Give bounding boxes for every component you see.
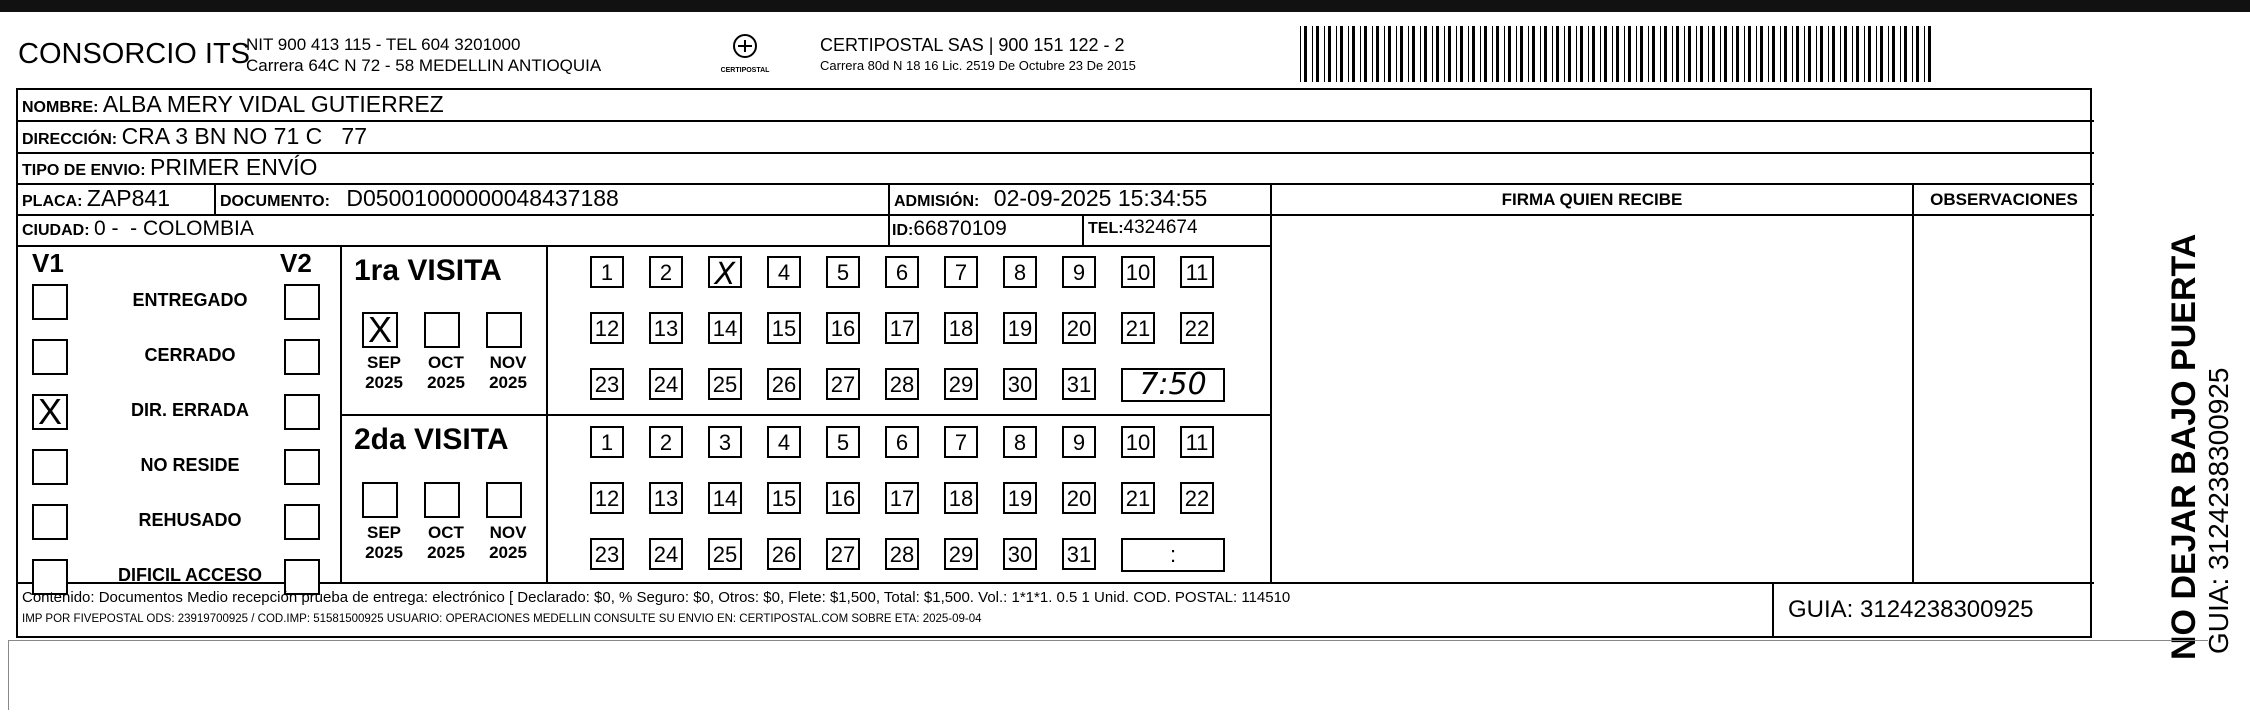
year-label: 2025: [365, 543, 403, 562]
day-box[interactable]: 9: [1062, 426, 1096, 458]
status-label: DIR. ERRADA: [130, 400, 249, 420]
row-divider: [18, 120, 2094, 122]
col-divider: [1912, 183, 1914, 582]
v1-checkbox[interactable]: [32, 504, 68, 540]
day-box[interactable]: 27: [826, 538, 860, 570]
day-box[interactable]: 18: [944, 482, 978, 514]
day-box[interactable]: 24: [649, 538, 683, 570]
month-label: OCT: [428, 523, 464, 542]
barcode-bar: [1684, 26, 1685, 82]
day-box[interactable]: 21: [1121, 482, 1155, 514]
company-contact: [246, 34, 601, 76]
left-edge: [8, 640, 9, 710]
barcode-bar: [1912, 26, 1913, 82]
col-divider: [340, 245, 342, 582]
plate-label: PLACA:: [22, 193, 83, 210]
month-checkbox[interactable]: [486, 312, 522, 348]
side-warning: NO DEJAR BAJO PUERTA: [2165, 233, 2203, 660]
barcode-bar: [1580, 26, 1583, 82]
barcode-bar: [1396, 26, 1397, 82]
top-border-bar: [0, 0, 2250, 12]
barcode-bar: [1652, 26, 1655, 82]
day-box[interactable]: 29: [944, 538, 978, 570]
month-label: SEP: [366, 523, 402, 542]
barcode-bar: [1408, 26, 1409, 82]
day-box[interactable]: 20: [1062, 482, 1096, 514]
day-box[interactable]: 5: [826, 426, 860, 458]
day-box[interactable]: 7: [944, 426, 978, 458]
status-label: NO RESIDE: [140, 455, 240, 475]
name-field: [22, 91, 444, 118]
v2-checkbox[interactable]: [284, 339, 320, 375]
day-box[interactable]: 13: [649, 312, 683, 344]
barcode-bar: [1448, 26, 1451, 82]
v2-checkbox[interactable]: [284, 394, 320, 430]
barcode-bar: [1564, 26, 1565, 82]
barcode-bar: [1468, 26, 1469, 82]
barcode-bar: [1700, 26, 1703, 82]
id-field: [892, 217, 1007, 241]
month-checkbox[interactable]: X: [362, 312, 398, 348]
status-label: ENTREGADO: [132, 290, 248, 310]
barcode-bar: [1744, 26, 1745, 82]
shipping-label: TIPO DE ENVIO:: [22, 162, 146, 179]
admission-value: 02-09-2025 15:34:55: [993, 185, 1208, 211]
day-box[interactable]: 21: [1121, 312, 1155, 344]
day-box[interactable]: 31: [1062, 368, 1096, 400]
year-label: 2025: [489, 373, 527, 392]
brand-name: CONSORCIO ITS: [18, 38, 251, 70]
barcode-bar: [1616, 26, 1619, 82]
barcode-bar: [1520, 26, 1523, 82]
barcode-bar: [1388, 26, 1391, 82]
city-field: [22, 217, 254, 241]
barcode-bar: [1316, 26, 1319, 82]
footer-divider: [18, 582, 2094, 584]
barcode-bar: [1864, 26, 1865, 82]
day-box[interactable]: 31: [1062, 538, 1096, 570]
barcode-bar: [1340, 26, 1343, 82]
day-box[interactable]: 18: [944, 312, 978, 344]
barcode-bar: [1480, 26, 1481, 82]
cell-divider: [214, 183, 216, 214]
day-box[interactable]: 10: [1121, 426, 1155, 458]
barcode-bar: [1444, 26, 1445, 82]
phone-field: [1088, 217, 1198, 239]
company-line: CERTIPOSTAL SAS | 900 151 122 - 2: [820, 35, 1125, 55]
barcode-bar: [1792, 26, 1793, 82]
day-box[interactable]: X: [708, 256, 742, 288]
day-box[interactable]: 16: [826, 482, 860, 514]
observations-header: OBSERVACIONES: [1930, 190, 2078, 209]
day-box[interactable]: 15: [767, 482, 801, 514]
status-label: REHUSADO: [138, 510, 242, 530]
id-label: ID:: [892, 222, 914, 239]
barcode-bar: [1592, 26, 1595, 82]
day-box[interactable]: 19: [1003, 482, 1037, 514]
barcode-bar: [1400, 26, 1403, 82]
barcode-bar: [1364, 26, 1367, 82]
status-label: DIFICIL ACCESO: [117, 565, 262, 585]
barcode-bar: [1432, 26, 1433, 82]
barcode-bar: [1712, 26, 1715, 82]
barcode-bar: [1312, 26, 1313, 82]
barcode-bar: [1796, 26, 1799, 82]
barcode-bar: [1648, 26, 1649, 82]
barcode-bar: [1820, 26, 1823, 82]
barcode-bar: [1756, 26, 1757, 82]
v1-checkbox[interactable]: [32, 284, 68, 320]
time-field[interactable]: :: [1121, 538, 1225, 572]
logo-icon: [725, 32, 765, 62]
barcode-bar: [1460, 26, 1463, 82]
day-box[interactable]: 23: [590, 538, 624, 570]
day-box[interactable]: 26: [767, 368, 801, 400]
v1-checkbox[interactable]: X: [32, 394, 68, 430]
day-box[interactable]: 4: [767, 256, 801, 288]
barcode-bar: [1328, 26, 1331, 82]
barcode-bar: [1384, 26, 1385, 82]
day-box[interactable]: 8: [1003, 256, 1037, 288]
day-box[interactable]: 14: [708, 482, 742, 514]
barcode-bar: [1660, 26, 1661, 82]
barcode-bar: [1768, 26, 1769, 82]
phone-value: 4324674: [1123, 217, 1198, 238]
day-box[interactable]: 15: [767, 312, 801, 344]
barcode-bar: [1612, 26, 1613, 82]
year-label: 2025: [427, 373, 465, 392]
side-notice: [2165, 234, 2235, 660]
name-value: ALBA MERY VIDAL GUTIERREZ: [102, 91, 444, 117]
barcode-bar: [1916, 26, 1919, 82]
day-box[interactable]: 1: [590, 426, 624, 458]
year-label: 2025: [427, 543, 465, 562]
day-box[interactable]: 20: [1062, 312, 1096, 344]
barcode-bar: [1748, 26, 1751, 82]
month-label: OCT: [428, 353, 464, 372]
barcode-bar: [1424, 26, 1427, 82]
barcode-bar: [1372, 26, 1373, 82]
barcode-bar: [1844, 26, 1847, 82]
day-box[interactable]: 3: [708, 426, 742, 458]
barcode-bar: [1736, 26, 1739, 82]
address-line: Carrera 64C N 72 - 58 MEDELLIN ANTIOQUIA: [246, 56, 602, 75]
barcode-bar: [1528, 26, 1529, 82]
day-box[interactable]: 16: [826, 312, 860, 344]
month-checkbox[interactable]: [486, 482, 522, 518]
barcode-bar: [1352, 26, 1355, 82]
day-box[interactable]: 26: [767, 538, 801, 570]
barcode-bar: [1636, 26, 1637, 82]
month-checkbox[interactable]: [424, 312, 460, 348]
barcode-bar: [1708, 26, 1709, 82]
status-label: CERRADO: [144, 345, 236, 365]
barcode-bar: [1600, 26, 1601, 82]
day-box[interactable]: 17: [885, 482, 919, 514]
barcode-bar: [1688, 26, 1691, 82]
license-line: Carrera 80d N 18 16 Lic. 2519 De Octubre 23 De 2015: [820, 58, 1136, 73]
barcode: [1300, 26, 1940, 82]
day-box[interactable]: 28: [885, 368, 919, 400]
day-box[interactable]: 6: [885, 426, 919, 458]
cell-divider: [1082, 214, 1084, 245]
visit2-title: 2da VISITA: [354, 423, 509, 456]
barcode-bar: [1924, 26, 1925, 82]
document-field: [220, 185, 619, 212]
barcode-bar: [1492, 26, 1493, 82]
barcode-bar: [1348, 26, 1349, 82]
barcode-bar: [1640, 26, 1643, 82]
barcode-bar: [1828, 26, 1829, 82]
document-label: DOCUMENTO:: [220, 193, 330, 210]
delivery-form: [16, 88, 2092, 638]
barcode-bar: [1780, 26, 1781, 82]
plate-value: ZAP841: [86, 185, 170, 211]
header-underline: [1272, 214, 2094, 216]
barcode-bar: [1324, 26, 1325, 82]
barcode-bar: [1804, 26, 1805, 82]
v1-header: V1: [32, 248, 64, 278]
v2-checkbox[interactable]: [284, 449, 320, 485]
barcode-bar: [1784, 26, 1787, 82]
barcode-bar: [1840, 26, 1841, 82]
barcode-bar: [1436, 26, 1439, 82]
barcode-bar: [1604, 26, 1607, 82]
col-divider: [546, 245, 548, 582]
barcode-bar: [1496, 26, 1499, 82]
address-label: DIRECCIÓN:: [22, 131, 118, 148]
barcode-bar: [1412, 26, 1415, 82]
shipping-value: PRIMER ENVÍO: [150, 154, 318, 180]
barcode-bar: [1856, 26, 1859, 82]
barcode-bar: [1588, 26, 1589, 82]
admission-field: [894, 185, 1207, 212]
cell-divider: [1772, 582, 1774, 638]
barcode-bar: [1336, 26, 1337, 82]
barcode-bar: [1892, 26, 1895, 82]
barcode-bar: [1720, 26, 1721, 82]
day-box[interactable]: 23: [590, 368, 624, 400]
year-label: 2025: [489, 543, 527, 562]
barcode-bar: [1456, 26, 1457, 82]
visit1-title: 1ra VISITA: [354, 254, 502, 287]
barcode-bar: [1556, 26, 1559, 82]
day-box[interactable]: 6: [885, 256, 919, 288]
barcode-bar: [1880, 26, 1883, 82]
logo-caption: CERTIPOSTAL: [720, 67, 770, 74]
barcode-bar: [1672, 26, 1673, 82]
month-label: NOV: [489, 523, 527, 542]
barcode-bar: [1696, 26, 1697, 82]
barcode-bar: [1888, 26, 1889, 82]
barcode-bar: [1816, 26, 1817, 82]
phone-label: TEL:: [1088, 220, 1124, 237]
day-box[interactable]: 9: [1062, 256, 1096, 288]
barcode-bar: [1724, 26, 1727, 82]
day-box[interactable]: 19: [1003, 312, 1037, 344]
day-box[interactable]: 30: [1003, 368, 1037, 400]
barcode-bar: [1376, 26, 1379, 82]
barcode-bar: [1532, 26, 1535, 82]
guia-number: GUIA: 3124238300925: [1788, 596, 2034, 623]
barcode-bar: [1900, 26, 1901, 82]
barcode-bar: [1624, 26, 1625, 82]
time-field[interactable]: 7:50: [1121, 368, 1225, 402]
barcode-bar: [1508, 26, 1511, 82]
day-box[interactable]: 8: [1003, 426, 1037, 458]
day-box[interactable]: 2: [649, 426, 683, 458]
day-box[interactable]: 28: [885, 538, 919, 570]
day-box[interactable]: 24: [649, 368, 683, 400]
id-value: 66870109: [913, 217, 1007, 240]
admission-label: ADMISIÓN:: [894, 193, 980, 210]
shipping-field: [22, 154, 317, 181]
content-summary: Contenido: Documentos Medio recepción prueba de entrega: electrónico [ Declarado: $0, % Seguro: $0, Otros: $0, Flete: $1,500, Total: $1,500. Vol.: 1*1*1. 0.5 1 Unid. COD. POSTAL: 114510: [22, 589, 1291, 606]
barcode-bar: [1360, 26, 1361, 82]
barcode-bar: [1540, 26, 1541, 82]
nit-line: NIT 900 413 115 - TEL 604 3201000: [246, 35, 521, 54]
barcode-bar: [1760, 26, 1763, 82]
day-box[interactable]: 5: [826, 256, 860, 288]
barcode-bar: [1876, 26, 1877, 82]
month-label: NOV: [489, 353, 527, 372]
day-box[interactable]: 17: [885, 312, 919, 344]
col-divider: [1270, 183, 1272, 582]
barcode-bar: [1304, 26, 1307, 82]
day-box[interactable]: 27: [826, 368, 860, 400]
barcode-bar: [1300, 26, 1301, 82]
day-box[interactable]: 11: [1180, 256, 1214, 288]
row-divider: [18, 245, 1270, 247]
month-checkbox[interactable]: [424, 482, 460, 518]
barcode-bar: [1628, 26, 1631, 82]
day-box[interactable]: 13: [649, 482, 683, 514]
barcode-bar: [1420, 26, 1421, 82]
city-label: CIUDAD:: [22, 222, 90, 239]
barcode-bar: [1576, 26, 1577, 82]
barcode-bar: [1504, 26, 1505, 82]
day-box[interactable]: 25: [708, 538, 742, 570]
day-box[interactable]: 25: [708, 368, 742, 400]
barcode-bar: [1516, 26, 1517, 82]
barcode-bar: [1472, 26, 1475, 82]
v2-header: V2: [280, 248, 312, 278]
barcode-bar: [1568, 26, 1571, 82]
day-box[interactable]: 1: [590, 256, 624, 288]
address-value: CRA 3 BN NO 71 C 77: [121, 123, 367, 149]
cell-divider: [888, 183, 890, 245]
v2-checkbox[interactable]: [284, 284, 320, 320]
v1-checkbox[interactable]: [32, 339, 68, 375]
barcode-bar: [1552, 26, 1553, 82]
day-box[interactable]: 14: [708, 312, 742, 344]
signature-header: FIRMA QUIEN RECIBE: [1501, 190, 1683, 209]
day-box[interactable]: 7: [944, 256, 978, 288]
barcode-bar: [1832, 26, 1835, 82]
day-box[interactable]: 12: [590, 312, 624, 344]
year-label: 2025: [365, 373, 403, 392]
side-guia: GUIA: 3124238300925: [2203, 367, 2234, 654]
certipostal-logo: [715, 32, 775, 78]
day-box[interactable]: 11: [1180, 426, 1214, 458]
month-label: SEP: [366, 353, 402, 372]
barcode-bar: [1664, 26, 1667, 82]
v2-checkbox[interactable]: [284, 504, 320, 540]
bottom-edge: [8, 640, 2208, 641]
visit-divider: [340, 414, 1270, 416]
barcode-bar: [1852, 26, 1853, 82]
day-box[interactable]: 2: [649, 256, 683, 288]
barcode-bar: [1928, 26, 1931, 82]
barcode-bar: [1544, 26, 1547, 82]
plate-field: [22, 185, 170, 212]
day-box[interactable]: 22: [1180, 482, 1214, 514]
day-box[interactable]: 10: [1121, 256, 1155, 288]
certipostal-info: [820, 34, 1136, 76]
row-divider: [18, 152, 2094, 154]
v1-checkbox[interactable]: [32, 449, 68, 485]
day-box[interactable]: 4: [767, 426, 801, 458]
name-label: NOMBRE:: [22, 99, 99, 116]
day-box[interactable]: 29: [944, 368, 978, 400]
address-field: [22, 123, 367, 150]
day-box[interactable]: 12: [590, 482, 624, 514]
city-value: 0 - - COLOMBIA: [94, 217, 254, 240]
barcode-bar: [1808, 26, 1811, 82]
imp-info: IMP POR FIVEPOSTAL ODS: 23919700925 / COD.IMP: 51581500925 USUARIO: OPERACIONES MEDELLIN CONSULTE SU ENVIO EN: CERTIPOSTAL.COM SOBRE ETA: 2025-09-04: [22, 613, 982, 625]
barcode-bar: [1676, 26, 1679, 82]
barcode-bar: [1732, 26, 1733, 82]
day-box[interactable]: 22: [1180, 312, 1214, 344]
day-box[interactable]: 30: [1003, 538, 1037, 570]
barcode-bar: [1772, 26, 1775, 82]
document-value: D05001000000048437188: [346, 185, 619, 211]
barcode-bar: [1904, 26, 1907, 82]
barcode-bar: [1484, 26, 1487, 82]
month-checkbox[interactable]: [362, 482, 398, 518]
barcode-bar: [1868, 26, 1871, 82]
